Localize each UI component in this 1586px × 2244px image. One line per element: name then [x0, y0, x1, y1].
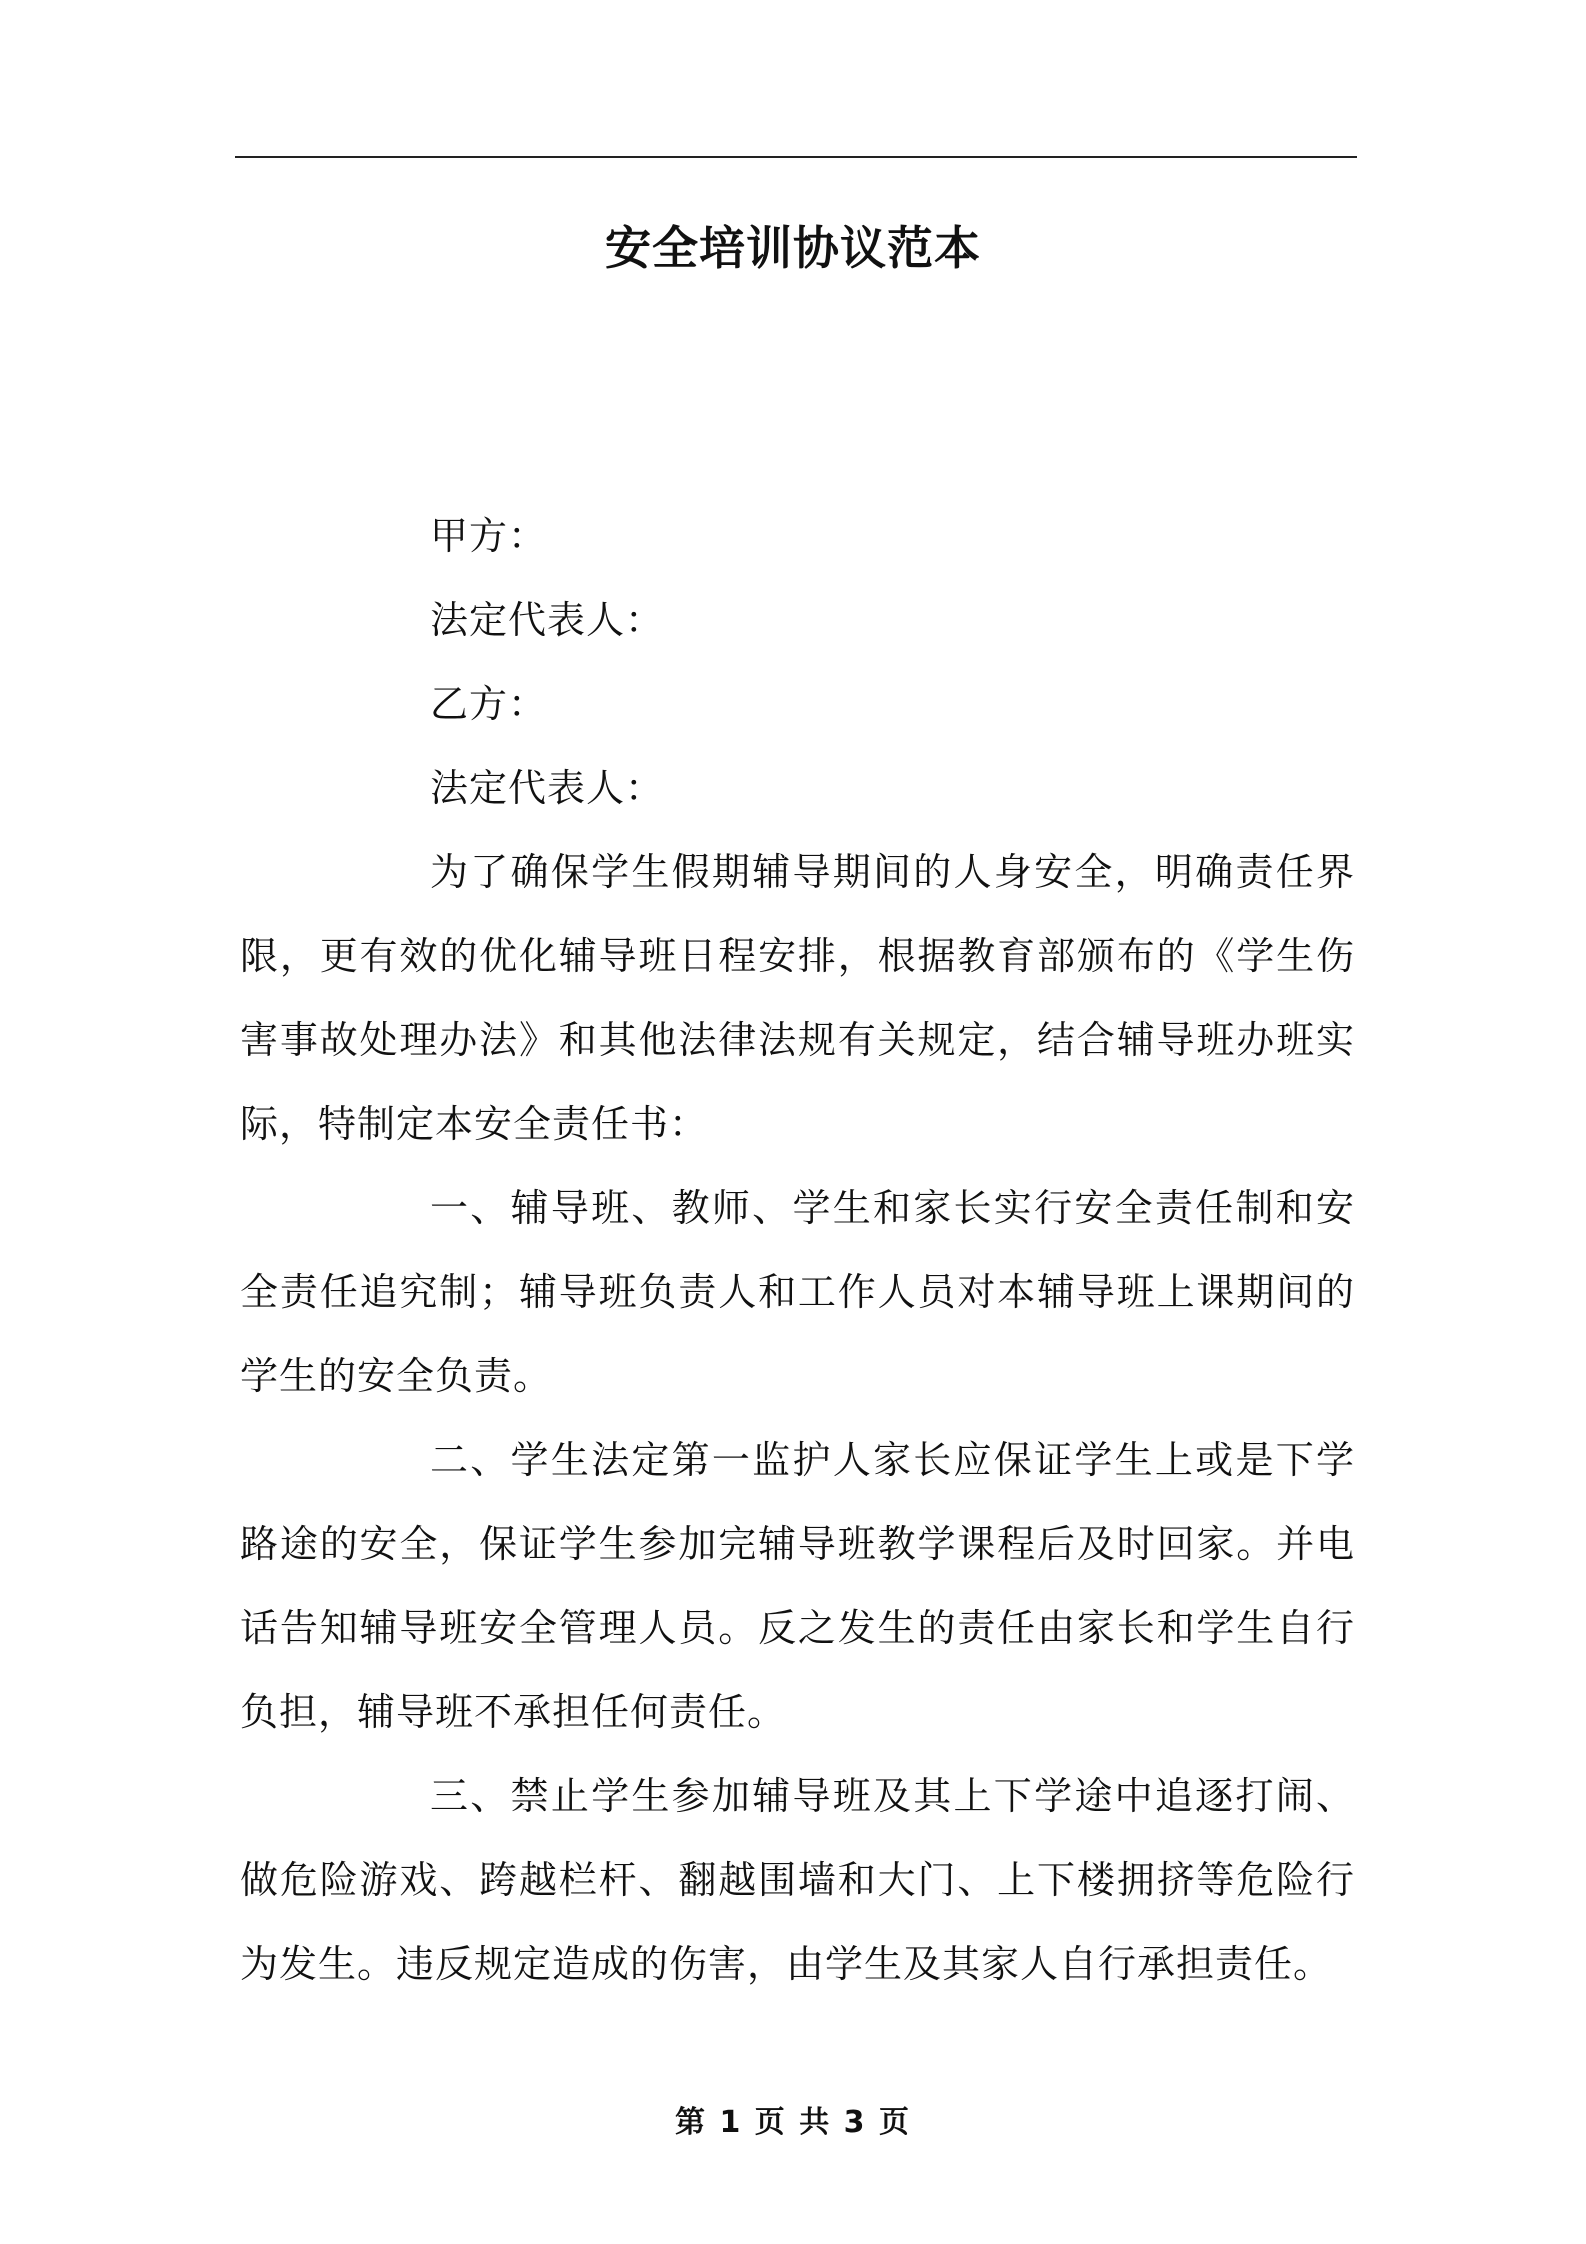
document-body	[240, 494, 1355, 2006]
clause-1-paragraph: 一、辅导班、教师、学生和家长实行安全责任制和安全责任追究制；辅导班负责人和工作人员对本辅导班上课期间的学生的安全负责。	[240, 1186, 1355, 1398]
header-divider	[235, 156, 1357, 158]
party-b-line: 乙方：	[430, 682, 548, 726]
party-b-representative-line: 法定代表人：	[430, 766, 665, 810]
clause-2-paragraph: 二、学生法定第一监护人家长应保证学生上或是下学路途的安全，保证学生参加完辅导班教学课程后及时回家。并电话告知辅导班安全管理人员。反之发生的责任由家长和学生自行负担，辅导班不承担任何责任。	[240, 1438, 1355, 1734]
party-a-representative-line: 法定代表人：	[430, 598, 665, 642]
party-a-line: 甲方：	[430, 514, 548, 558]
page-number: 第 1 页 共 3 页	[675, 2105, 911, 2140]
clause-3-paragraph: 三、禁止学生参加辅导班及其上下学途中追逐打闹、做危险游戏、跨越栏杆、翻越围墙和大门、上下楼拥挤等危险行为发生。违反规定造成的伤害，由学生及其家人自行承担责任。	[240, 1774, 1355, 1986]
document-title: 安全培训协议范本	[605, 221, 981, 275]
intro-paragraph: 为了确保学生假期辅导期间的人身安全，明确责任界限，更有效的优化辅导班日程安排，根据教育部颁布的《学生伤害事故处理办法》和其他法律法规有关规定，结合辅导班办班实际，特制定本安全责任书：	[240, 850, 1355, 1146]
